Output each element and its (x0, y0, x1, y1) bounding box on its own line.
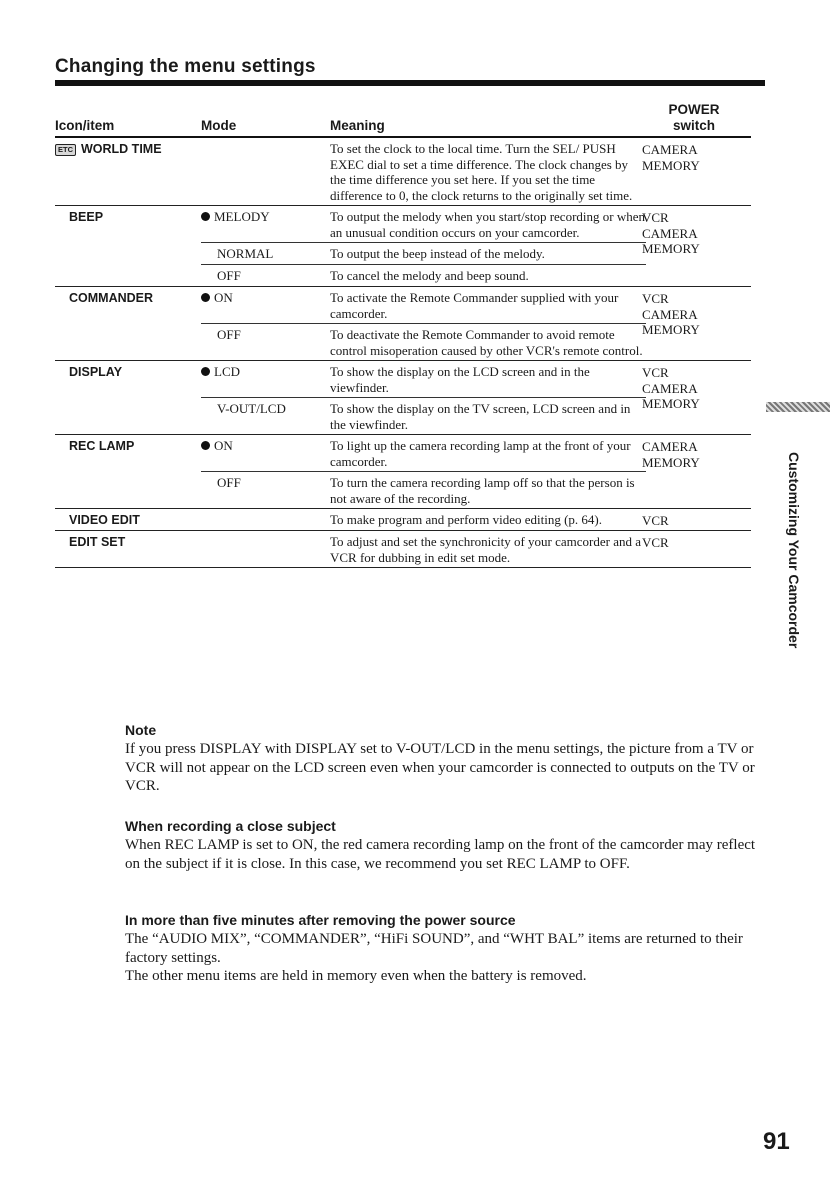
mode-cell (201, 438, 329, 454)
header-mode: Mode (201, 118, 237, 133)
note-heading: In more than five minutes after removing the power source (125, 912, 516, 928)
table-header (55, 100, 751, 138)
mode-text: ON (214, 290, 233, 305)
page-number: 91 (763, 1128, 790, 1155)
mode-cell (217, 475, 345, 491)
option-row (201, 243, 646, 265)
table-row (55, 531, 751, 568)
mode-text: OFF (217, 475, 241, 490)
table-row (55, 287, 751, 361)
mode-cell (201, 209, 329, 225)
option-row (201, 287, 646, 324)
meaning-cell: To deactivate the Remote Commander to avoid remote control misoperation caused by other VCR's remote control. (330, 327, 643, 358)
option-row (201, 398, 646, 434)
table-body (55, 138, 751, 568)
side-tab-label: Customizing Your Camcorder (786, 452, 802, 649)
header-icon-item: Icon/item (55, 118, 115, 133)
option-row (201, 435, 646, 472)
power-switch-cell: CAMERA MEMORY (642, 439, 700, 470)
title-rule (55, 80, 765, 86)
option-row (201, 324, 646, 360)
note-text: The “AUDIO MIX”, “COMMANDER”, “HiFi SOUND”, and “WHT BAL” items are returned to their factory settings. The other menu items are held in memory even when the battery is removed. (125, 931, 743, 984)
mode-cell (201, 364, 329, 380)
power-switch-cell: VCR CAMERA MEMORY (642, 210, 700, 256)
option-row (201, 138, 646, 205)
table-row (55, 509, 751, 531)
item-name (69, 210, 103, 226)
option-row (201, 509, 646, 530)
note-heading: Note (125, 722, 157, 738)
mode-text: MELODY (214, 209, 270, 224)
etc-icon: ETC (55, 144, 76, 156)
side-tab (784, 452, 804, 649)
meaning-cell: To show the display on the TV screen, LCD screen and in the viewfinder. (330, 401, 631, 432)
meaning-cell: To cancel the melody and beep sound. (330, 268, 529, 283)
mode-text: OFF (217, 327, 241, 342)
mode-cell (201, 290, 329, 306)
item-name (69, 535, 125, 551)
mode-cell (217, 268, 345, 284)
default-setting-bullet-icon (201, 367, 210, 376)
meaning-cell: To output the beep instead of the melody. (330, 246, 545, 261)
note-block (125, 722, 765, 796)
mode-text: LCD (214, 364, 240, 379)
item-name-text: REC LAMP (69, 439, 135, 453)
mode-text: V-OUT/LCD (217, 401, 286, 416)
mode-text: NORMAL (217, 246, 274, 261)
note-text: If you press DISPLAY with DISPLAY set to V-OUT/LCD in the menu settings, the picture from a TV or VCR will not appear on the LCD screen even when your camcorder is connected to outputs on the TV or VCR. (125, 741, 755, 794)
default-setting-bullet-icon (201, 441, 210, 450)
table-row (55, 206, 751, 287)
note-heading: When recording a close subject (125, 818, 336, 834)
meaning-cell: To show the display on the LCD screen and in the viewfinder. (330, 364, 590, 395)
meaning-cell: To light up the camera recording lamp at the front of your camcorder. (330, 438, 631, 469)
header-power-line1: POWER (668, 102, 720, 117)
table-row (55, 138, 751, 206)
header-power-line2: switch (672, 118, 715, 133)
table-row (55, 435, 751, 509)
note-block (125, 912, 765, 986)
power-switch-cell: VCR CAMERA MEMORY (642, 291, 700, 337)
mode-text: OFF (217, 268, 241, 283)
item-name (55, 142, 162, 158)
page-title: Changing the menu settings (55, 56, 316, 77)
mode-cell (217, 327, 345, 343)
note-text: When REC LAMP is set to ON, the red camera recording lamp on the front of the camcorder may reflect on the subject if it is close. In this case, we recommend you set REC LAMP to OFF. (125, 837, 756, 872)
default-setting-bullet-icon (201, 212, 210, 221)
default-setting-bullet-icon (201, 293, 210, 302)
meaning-cell: To set the clock to the local time. Turn the SEL/ PUSH EXEC dial to set a time difference. The clock changes by the time difference you set here. If you set the time difference to 0, the clock returns to the originally set time. (330, 141, 633, 203)
item-name (69, 291, 153, 307)
item-name-text: WORLD TIME (81, 142, 162, 156)
option-row (201, 472, 646, 508)
power-switch-cell: VCR CAMERA MEMORY (642, 365, 700, 411)
item-name-text: COMMANDER (69, 291, 154, 305)
power-switch-cell: VCR (642, 535, 669, 550)
item-name-text: EDIT SET (69, 535, 126, 549)
header-meaning: Meaning (330, 118, 385, 133)
menu-settings-table (55, 100, 751, 568)
option-row (201, 531, 646, 567)
item-name-text: BEEP (69, 210, 104, 224)
option-row (201, 265, 646, 286)
meaning-cell: To make program and perform video editing (p. 64). (330, 512, 603, 527)
meaning-cell: To output the melody when you start/stop recording or when an unusual condition occurs on your camcorder. (330, 209, 646, 240)
mode-text: ON (214, 438, 233, 453)
note-block (125, 818, 765, 873)
power-switch-cell: VCR (642, 513, 669, 528)
item-name (69, 513, 140, 529)
mode-cell (217, 401, 345, 417)
header-power-switch (637, 102, 751, 134)
power-switch-cell: CAMERA MEMORY (642, 142, 700, 173)
side-tab-marker (766, 402, 830, 412)
meaning-cell: To activate the Remote Commander supplied with your camcorder. (330, 290, 619, 321)
mode-cell (217, 246, 345, 262)
item-name (69, 439, 134, 455)
item-name-text: DISPLAY (69, 365, 123, 379)
item-name (69, 365, 122, 381)
meaning-cell: To turn the camera recording lamp off so that the person is not aware of the recording. (330, 475, 635, 506)
option-row (201, 361, 646, 398)
meaning-cell: To adjust and set the synchronicity of your camcorder and a VCR for dubbing in edit set mode. (330, 534, 641, 565)
table-row (55, 361, 751, 435)
item-name-text: VIDEO EDIT (69, 513, 140, 527)
option-row (201, 206, 646, 243)
